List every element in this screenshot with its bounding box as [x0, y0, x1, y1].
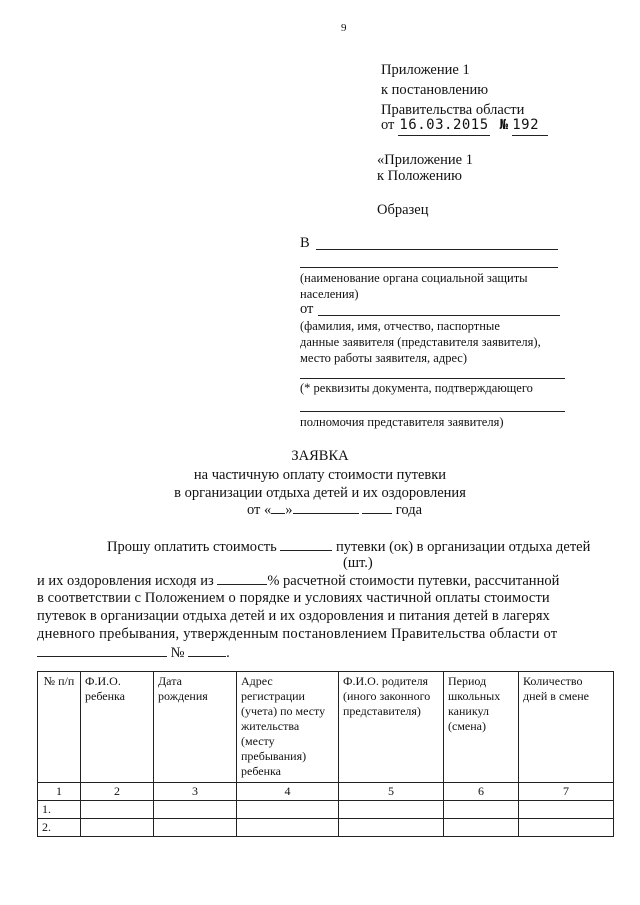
table-cell [339, 819, 444, 837]
doc-line-2 [300, 411, 565, 412]
document-title: ЗАЯВКА [291, 448, 349, 464]
table-cell [519, 819, 614, 837]
body-number-sign: № [170, 645, 185, 661]
children-table [37, 671, 614, 837]
body-line-end: . [226, 645, 230, 661]
appendix-date-line [381, 115, 548, 136]
doc-caption-1: (* реквизиты документа, подтверждающего [300, 381, 533, 395]
table-column-numbers-row [38, 783, 614, 801]
body-unit: (шт.) [343, 555, 373, 571]
header-number: № п/п [38, 672, 81, 783]
document-subtitle-1: на частичную оплату стоимости путевки [193, 467, 447, 483]
date-month-blank [293, 499, 359, 514]
table-cell [444, 801, 519, 819]
table-row [38, 801, 614, 819]
table-row [38, 819, 614, 837]
to-label: В [300, 235, 310, 251]
date-year-blank [362, 499, 392, 514]
appendix-from-label: от [381, 117, 395, 133]
to-line-2 [300, 267, 558, 268]
from-label: от [300, 301, 314, 317]
to-line-1 [316, 249, 558, 250]
table-cell [81, 819, 154, 837]
body-voucher-label: путевки (ок) в организации отдыха детей [336, 539, 591, 555]
body-percent-prefix: и их оздоровления исходя из [37, 573, 214, 589]
table-cell [237, 819, 339, 837]
body-line-6 [37, 642, 230, 663]
table-cell [237, 801, 339, 819]
date-prefix: от « [247, 502, 272, 518]
appendix-number: 192 [512, 115, 548, 136]
body-line-3: в соответствии с Положением о порядке и условиях частичной оплаты стоимости [37, 590, 550, 606]
column-number-6: 6 [444, 783, 519, 801]
to-caption-2: населения) [300, 287, 359, 301]
header-vacation-period: Период школьных каникул (смена) [444, 672, 519, 783]
sample-label: Образец [377, 202, 429, 218]
body-line-4: путевок в организации отдыха детей и их оздоровления и питания детей в лагерях [37, 608, 550, 624]
body-pay-label: Прошу оплатить стоимость [107, 539, 277, 555]
table-cell [154, 801, 237, 819]
column-number-1: 1 [38, 783, 81, 801]
table-cell [81, 801, 154, 819]
column-number-4: 4 [237, 783, 339, 801]
to-caption: (наименование органа социальной защиты [300, 271, 528, 285]
header-parent-name: Ф.И.О. родителя (иного законного представителя) [339, 672, 444, 783]
row-number: 1. [38, 801, 81, 819]
row-number: 2. [38, 819, 81, 837]
body-percent-blank [217, 570, 267, 585]
from-caption-2: данные заявителя (представителя заявителя), [300, 335, 541, 349]
document-subtitle-2: в организации отдыха детей и их оздоровления [174, 485, 466, 501]
column-number-2: 2 [81, 783, 154, 801]
column-number-7: 7 [519, 783, 614, 801]
column-number-3: 3 [154, 783, 237, 801]
table-cell [154, 819, 237, 837]
body-percent-suffix: % расчетной стоимости путевки, рассчитанной [267, 573, 560, 589]
doc-caption-2: полномочия представителя заявителя) [300, 415, 504, 429]
body-line-5: дневного пребывания, утвержденным постановлением Правительства области от [37, 626, 558, 642]
page-number: 9 [341, 22, 347, 34]
header-address: Адрес регистрации (учета) по месту жительства (месту пребывания) ребенка [237, 672, 339, 783]
appendix-line-2: к постановлению [381, 82, 489, 98]
header-birth-date: Дата рождения [154, 672, 237, 783]
date-quote-close: » [285, 502, 293, 518]
table-header-row [38, 672, 614, 783]
from-caption-1: (фамилия, имя, отчество, паспортные [300, 319, 500, 333]
appendix-date: 16.03.2015 [398, 115, 490, 136]
header-days-count: Количество дней в смене [519, 672, 614, 783]
header-child-name: Ф.И.О. ребенка [81, 672, 154, 783]
body-resolution-number-blank [188, 642, 226, 657]
appendix-line-1: Приложение 1 [381, 62, 470, 78]
table-cell [339, 801, 444, 819]
doc-line-1 [300, 378, 565, 379]
table-cell [444, 819, 519, 837]
date-day-blank [271, 499, 285, 514]
table-cell [519, 801, 614, 819]
document-date-line [247, 499, 422, 520]
body-resolution-date-blank [37, 642, 167, 657]
appendix-line-3: Правительства области [381, 102, 525, 118]
regulation-appendix-line-2: к Положению [377, 168, 462, 184]
from-caption-3: место работы заявителя, адрес) [300, 351, 468, 365]
regulation-appendix-line-1: «Приложение 1 [377, 152, 473, 168]
column-number-5: 5 [339, 783, 444, 801]
date-year-label: года [395, 502, 423, 518]
body-count-blank [280, 536, 332, 551]
appendix-number-sign: № [499, 117, 509, 133]
from-line [318, 315, 560, 316]
